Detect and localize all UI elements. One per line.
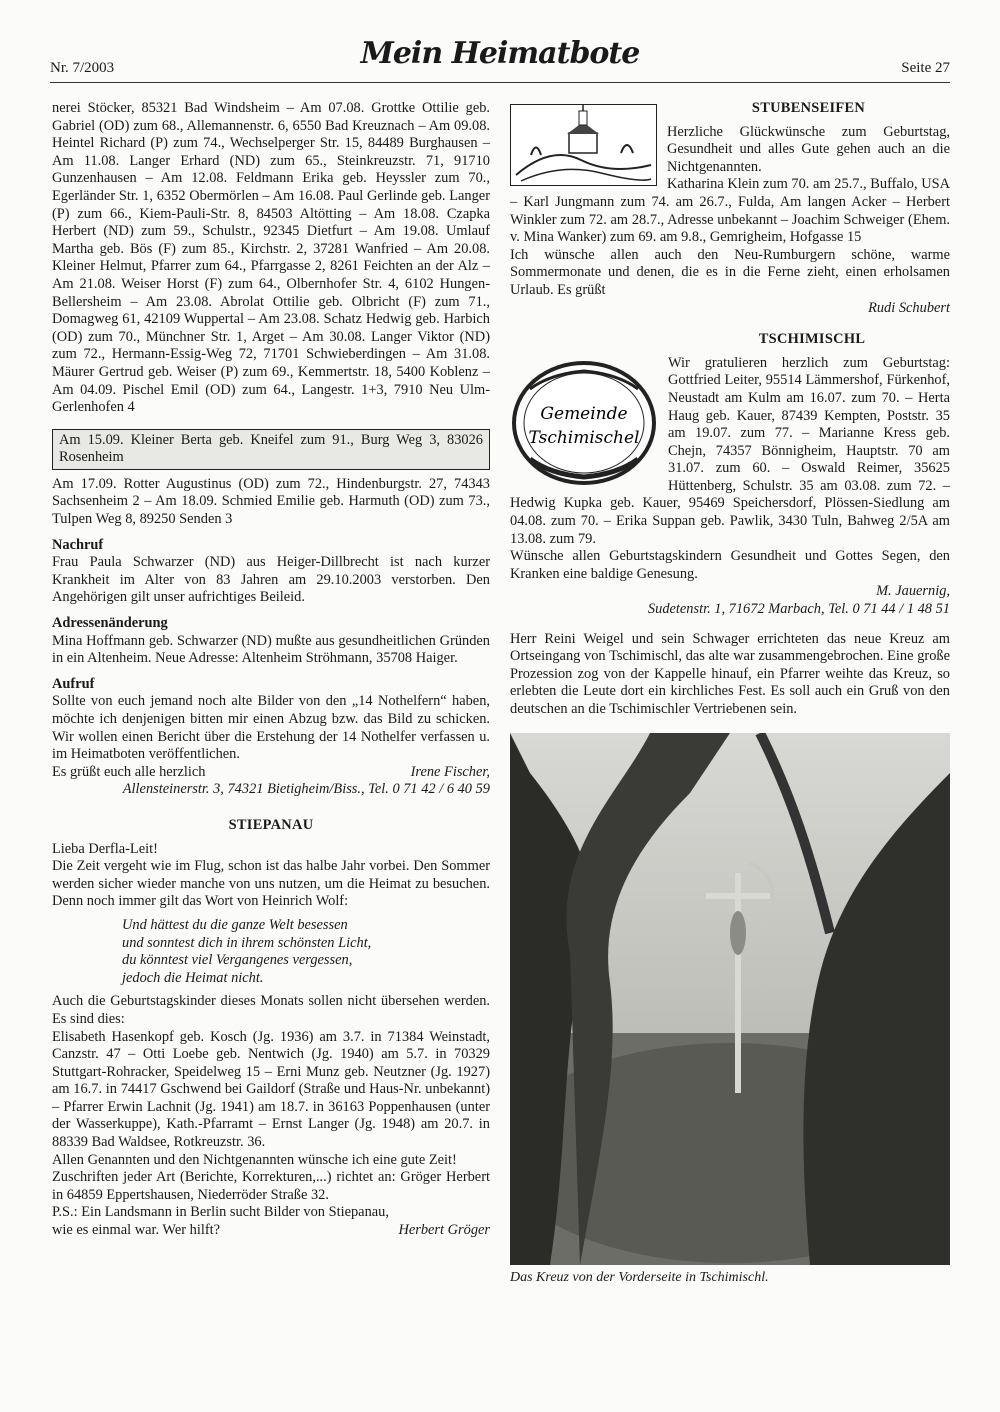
cross-photo — [510, 733, 950, 1265]
stiepanau-ps-row — [52, 1204, 490, 1239]
aufruf-address: Allensteinerstr. 3, 74321 Bietigheim/Biss., Tel. 0 71 42 / 6 40 59 — [122, 781, 490, 798]
stubenseifen-signer: Rudi Schubert — [868, 299, 950, 316]
poem-line: und sonntest dich in ihrem schönsten Licht, — [122, 934, 372, 951]
tschimischl-wishes: Wünsche allen Geburtstagskindern Gesundheit und Gottes Segen, den Kranken eine baldige Genesung. — [510, 548, 950, 582]
seal-text-line1: Gemeinde — [540, 403, 628, 424]
adresse-text: Mina Hoffmann geb. Schwarzer (ND) mußte aus gesundheitlichen Gründen in ein Altenheim. Neue Adresse: Altenheim Ströhmann, 35708 Haiger. — [52, 632, 490, 667]
stubenseifen-heading: STUBENSEIFEN — [751, 100, 866, 116]
aufruf-text: Sollte von euch jemand noch alte Bilder von den „14 Nothelfern“ haben, möchte ich denjenigen bitten mir einen Abzug bzw. das Bild zu schicken. Wir wollen einen Bericht über die Erstehung der 14 Nothelfer verfassen u. im Heimatboten veröffentlichen. — [52, 693, 490, 763]
photo-caption: Das Kreuz von der Vorderseite in Tschimischl. — [510, 1269, 769, 1285]
stiepanau-heading: STIEPANAU — [228, 816, 314, 833]
tschimischl-signer: M. Jauernig, — [876, 583, 950, 600]
tschimischl-birthdays: Wir gratulieren herzlich zum Geburtstag: Gottfried Leiter, 95514 Lämmershof, Fürkenhof, Neustadt am Kulm am 16.07. zum 70. – Herta Haug geb. Kauer, 87439 Kempten, Poststr. 35 am 19.07. zum 77. – Marianne Kress geb. Chejn, 74357 Bönnigheim, Hauptstr. 70 am 31.07. zum 60. – Oswald Reimer, 35625 Hüttenberg, Schulstr. 35 am 03.08. zum 72. – Hedwig Kupka geb. Kauer, 95469 Speichersdorf, Plössen-Siedlung am 04.08. zum 70. – Erika Suppan geb. Pawlik, 3430 Tuln, Bahweg 2/5A am 13.08. zum 79. — [510, 354, 950, 547]
gemeinde-seal — [510, 359, 658, 487]
stiepanau-wishes: Allen Genannten und den Nichtgenannten wünsche ich eine gute Zeit! — [52, 1151, 457, 1168]
poem-line: du könntest viel Vergangenes vergessen, — [122, 952, 353, 969]
stiepanau-greeting: Lieba Derfla-Leit! — [52, 840, 158, 857]
highlighted-birthday: Am 15.09. Kleiner Berta geb. Kneifel zum 91., Burg Weg 3, 83026 Rosenheim — [52, 429, 490, 470]
aufruf-greeting: Es grüßt euch alle herzlich — [52, 763, 206, 780]
stiepanau-intro: Die Zeit vergeht wie im Flug, schon ist das halbe Jahr vorbei. Den Sommer werden sicher wieder manche von uns nutzen, um die Heimat zu besuchen. Denn noch immer gilt das Wort von Heinrich Wolf: — [52, 858, 490, 910]
nachruf-text: Frau Paula Schwarzer (ND) aus Heiger-Dillbrecht ist nach kurzer Krankheit im Alter von 83 Jahren am 29.10.2003 verstorben. Den Angehörigen gilt unser aufrichtiges Beileid. — [52, 554, 490, 606]
stiepanau-signer: Herbert Gröger — [398, 1222, 490, 1239]
adresse-heading: Adressenänderung — [52, 615, 168, 632]
stubenseifen-section — [510, 100, 950, 317]
page-number: Seite 27 — [901, 60, 950, 76]
aufruf-signer: Irene Fischer, — [410, 763, 490, 780]
left-column — [52, 100, 490, 1240]
nachruf-heading: Nachruf — [52, 536, 104, 553]
stubenseifen-wishes: Ich wünsche allen auch den Neu-Rumburgern schöne, warme Sommermonate und denen, die es in die Ferne zieht, einen erholsamen Urlaub. Es grüßt — [510, 246, 950, 298]
stiepanau-birthdays: Elisabeth Hasenkopf geb. Kosch (Jg. 1936) am 3.7. in 71384 Weinstadt, Canzstr. 47 – Otti Loebe geb. Nentwich (Jg. 1940) am 5.7. in 70329 Stuttgart-Rohracker, Speidelweg 15 – Erni Munz geb. Neutzner (Jg. 1927) am 16.7. in 74417 Gschwend bei Gaildorf (Straße und Haus-Nr. unbekannt) – Pfarrer Erwin Lachnit (Jg. 1941) am 18.7. in 36163 Poppenhausen (unter der Wasserkuppe), Kath.-Pfarramt – Ernst Langer (Jg. 1948) am 20.7. in 88339 Bad Waldsee, Rotkreuzstr. 36. — [52, 1028, 490, 1151]
church-illustration — [510, 104, 657, 186]
poem — [122, 917, 490, 987]
stiepanau-text-2: Auch die Geburtstagskinder dieses Monats sollen nicht übersehen werden. Es sind dies: — [52, 993, 490, 1027]
tschimischl-heading: TSCHIMISCHL — [758, 331, 866, 348]
issue-number: Nr. 7/2003 — [50, 60, 115, 76]
stubenseifen-birthdays: Katharina Klein zum 70. am 25.7., Buffalo, USA – Karl Jungmann zum 74. am 26.7., Fulda, Am langen Acker – Herbert Winkler zum 72. am 28.7., Adresse unbekannt – Joachim Schweiger (Ehem. v. Mina Wanker) zum 69. am 9.8., Gemrigheim, Hofgasse 15 — [510, 176, 950, 246]
tschimischl-section — [510, 331, 950, 619]
stubenseifen-intro: Herzliche Glückwünsche zum Geburtstag, Gesundheit und alles Gute gehen auch an die Nichtgenannten. — [667, 123, 950, 175]
tschimischl-address: Sudetenstr. 1, 71672 Marbach, Tel. 0 71 44 / 1 48 51 — [647, 601, 950, 618]
stiepanau-contact: Zuschriften jeder Art (Berichte, Korrekturen,...) richtet an: Gröger Herbert in 64859 Eppertshausen, Niederröder Straße 32. — [52, 1169, 490, 1203]
masthead-logo: Mein Heimatbote — [360, 36, 640, 71]
seal-text-line2: Tschimischel — [528, 427, 640, 448]
right-column — [510, 100, 950, 1286]
aufruf-signature-row — [52, 764, 490, 782]
aufruf-heading: Aufruf — [52, 675, 95, 692]
stiepanau-ps: P.S.: Ein Landsmann in Berlin sucht Bilder von Stiepanau, wie es einmal war. Wer hilft? — [52, 1204, 389, 1239]
poem-line: jedoch die Heimat nicht. — [122, 969, 264, 986]
birthday-list-2: Am 17.09. Rotter Augustinus (OD) zum 72., Hindenburgstr. 27, 74343 Sachsenheim 2 – Am 18.09. Schmied Emilie geb. Harmuth (OD) zum 73., Tulpen Weg 8, 89250 Senden 3 — [52, 475, 490, 528]
birthday-list: nerei Stöcker, 85321 Bad Windsheim – Am 07.08. Grottke Ottilie geb. Gabriel (OD) zum 68., Allemannenstr. 6, 6550 Bad Kreuznach – Am 09.08. Heintel Richard (P) zum 74., Wechselperger Str. 15, 84489 Burghausen – Am 11.08. Langer Erhard (ND) zum 65., Steinkreuzstr. 71, 91710 Gunzenhausen – Am 12.08. Feldmann Erika geb. Heyssler zum 70., Egerländer Str. 1, 6352 Obermörlen – Am 16.08. Paul Gerlinde geb. Langer (P) zum 66., Kiem-Pauli-Str. 8, 84503 Altötting – Am 18.08. Czapka Herbert (ND) zum 59., Schulstr., 92345 Dietfurt – Am 19.08. Umlauf Martha geb. Bös (F) zum 85., Kirchstr. 2, 37281 Wanfried – Am 20.08. Kleiner Helmut, Pfarrer zum 64., Pfarrgasse 2, 8261 Feichten an der Alz – Am 21.08. Weiser Horst (F) zum 64., Olbernhofer Str. 4, 6102 Hungen-Bellersheim – Am 23.08. Abrolat Ottilie geb. Olbricht (F) zum 71., Domagweg 61, 42109 Wuppertal – Am 23.08. Schatz Hedwig geb. Harbich (OD) zum 70., Münchner Str. 1, Arget – Am 30.08. Langer Viktor (ND) zum 72., Hermann-Essig-Weg 72, 71701 Schwieberdingen – Am 31.08. Mäurer Gertrud geb. Weiser (P) zum 69., Kemmertstr. 18, 5400 Koblenz – Am 04.09. Pischel Emil (OD) zum 64., Langestr. 1+3, 7910 Neu Ulm-Gerlenhofen 4 — [52, 100, 490, 416]
poem-line: Und hättest du die ganze Welt besessen — [122, 916, 348, 933]
page-header — [50, 30, 950, 83]
tschimischl-cross-report: Herr Reini Weigel und sein Schwager errichteten das neue Kreuz am Ortseingang von Tschimischl, das alte war zusammengebrochen. Eine große Prozession zog von der Kappelle hinauf, ein Pfarrer weihte das Kreuz, so erlebten die Leute dort ein kirchliches Fest. Es soll auch ein Gruß von den deutschen an die Tschimischler Vertriebenen sein. — [510, 630, 950, 717]
